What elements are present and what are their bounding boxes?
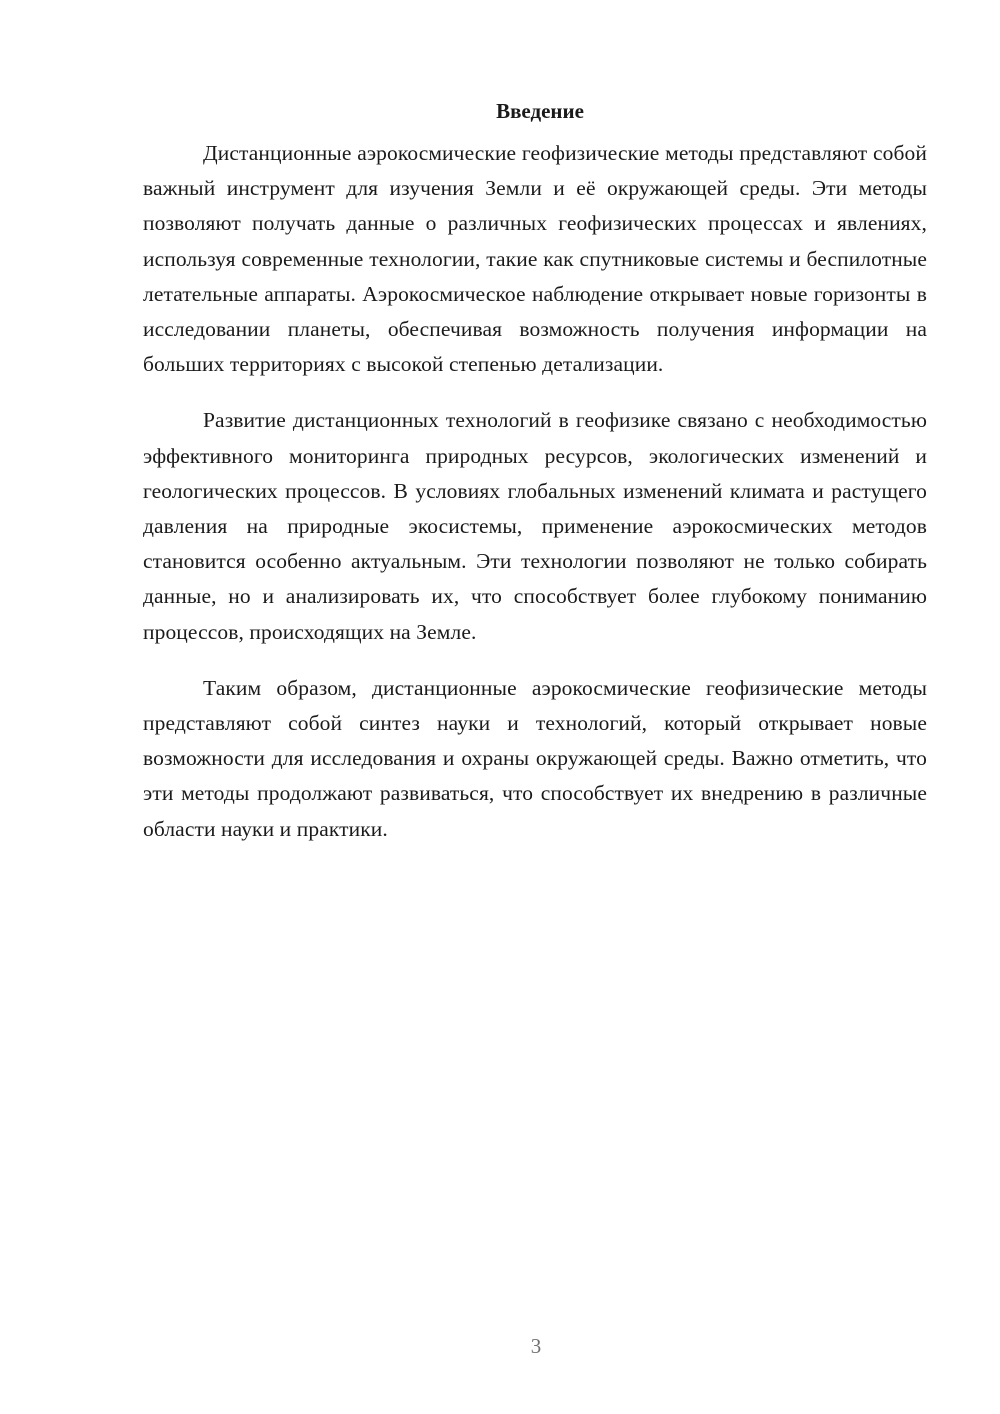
paragraph-2: Развитие дистанционных технологий в геофизике связано с необходимостью эффективного мониторинга природных ресурсов, экологических изменений и геологических процессов. В условиях глобальных изменений климата и растущего давления на природные экосистемы, применение аэрокосмических методов становится особенно актуальным. Эти технологии позволяют не только собирать данные, но и анализировать их, что способствует более глубокому пониманию процессов, происходящих на Земле. — [143, 408, 927, 644]
section-heading: Введение — [496, 99, 584, 123]
paragraph-3: Таким образом, дистанционные аэрокосмические геофизические методы представляют собой синтез науки и технологий, который открывает новые возможности для исследования и охраны окружающей среды. Важно отметить, что эти методы продолжают развиваться, что способствует их внедрению в различные области науки и практики. — [143, 675, 927, 841]
paragraph-1: Дистанционные аэрокосмические геофизические методы представляют собой важный инструмент для изучения Земли и её окружающей среды. Эти методы позволяют получать данные о различных геофизических процессах и явлениях, используя современные технологии, такие как спутниковые системы и беспилотные летательные аппараты. Аэрокосмическое наблюдение открывает новые горизонты в исследовании планеты, обеспечивая возможность получения информации на больших территориях с высокой степенью детализации. — [143, 141, 927, 377]
page-content — [143, 96, 927, 847]
page-number: 3 — [530, 1334, 542, 1358]
